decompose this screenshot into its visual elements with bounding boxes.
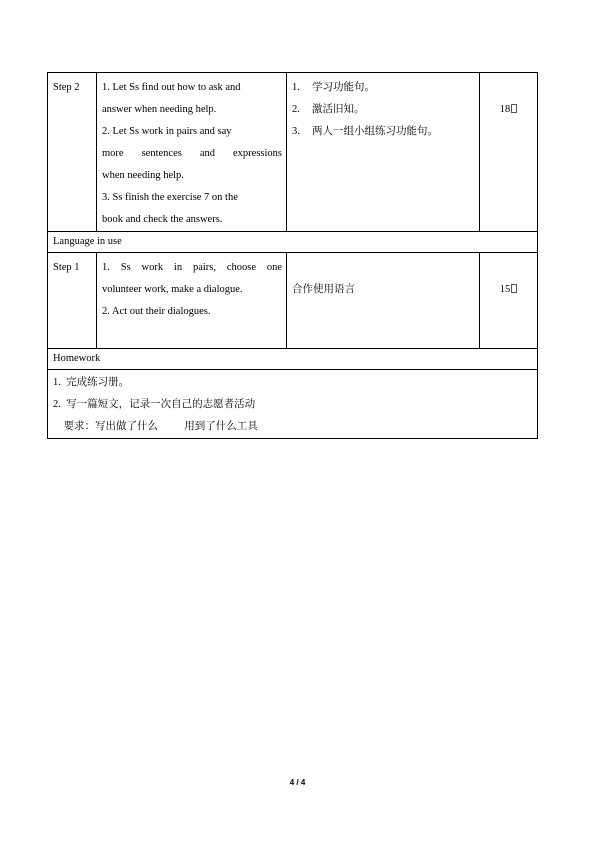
activity-line: 1. Let Ss find out how to ask and [102, 82, 241, 93]
homework-body-row [48, 370, 538, 439]
missing-glyph-box [511, 284, 517, 293]
homework-items [48, 370, 538, 439]
activity-line: 2. Act out their dialogues. [102, 306, 211, 317]
step1-time: 15 [480, 253, 538, 349]
activity-line: volunteer work, make a dialogue. [102, 284, 243, 295]
purpose-item: 3. 两人一组小组练习功能句。 [292, 126, 438, 137]
step1-purpose: 合作使用语言 [287, 253, 480, 349]
activity-line: when needing help. [102, 170, 184, 181]
step2-activities [97, 73, 287, 232]
step2-time: 18 [480, 73, 538, 232]
homework-section-title: Homework [48, 349, 538, 370]
language-section-title: Language in use [48, 232, 538, 253]
purpose-item: 1. 学习功能句。 [292, 82, 375, 93]
step1-activities [97, 253, 287, 349]
step2-row [48, 73, 538, 232]
step2-label: Step 2 [48, 73, 97, 232]
activity-line: 1. Ss work in pairs, choose one [102, 262, 282, 273]
step2-purposes [287, 73, 480, 232]
missing-glyph-box [511, 104, 517, 113]
homework-section-row [48, 349, 538, 370]
homework-item: 1. 完成练习册。 [53, 377, 130, 388]
step1-row [48, 253, 538, 349]
language-section-row [48, 232, 538, 253]
activity-line: book and check the answers. [102, 214, 223, 225]
page-number: 4 / 4 [289, 778, 306, 787]
lesson-plan-table [47, 72, 538, 439]
activity-line: 2. Let Ss work in pairs and say [102, 126, 232, 137]
homework-item: 2. 写一篇短文，记录一次自己的志愿者活动 [53, 399, 256, 410]
homework-item: 要求：写出做了什么 用到了什么工具 [53, 421, 258, 432]
activity-line: answer when needing help. [102, 104, 217, 115]
activity-line: 3. Ss finish the exercise 7 on the [102, 192, 238, 203]
purpose-item: 2. 激活旧知。 [292, 104, 365, 115]
activity-line: more sentences and expressions [102, 148, 282, 159]
step1-label: Step 1 [48, 253, 97, 349]
